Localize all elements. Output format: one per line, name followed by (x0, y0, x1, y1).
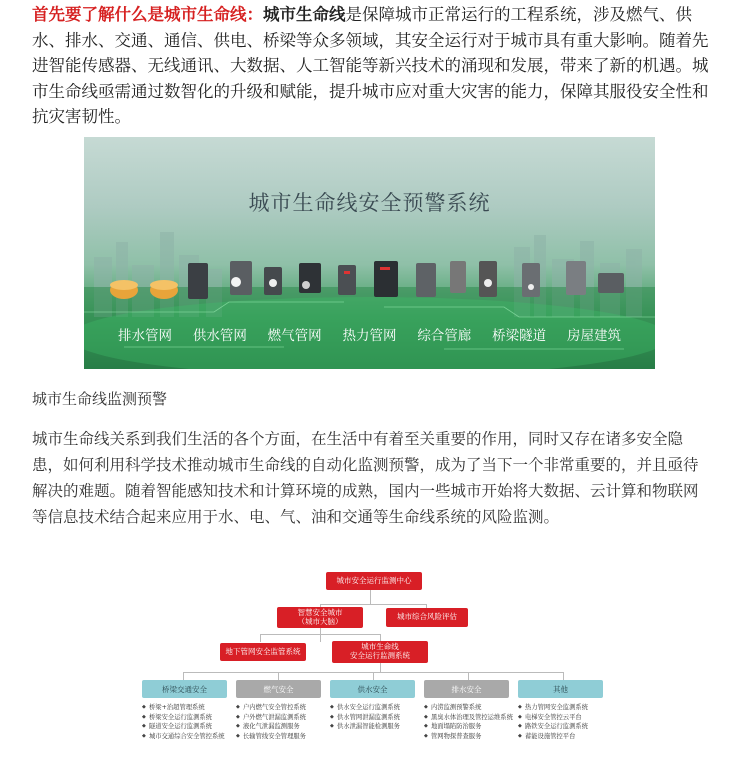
body-paragraph: 城市生命线关系到我们生活的各个方面，在生活中有着至关重要的作用，同时又存在诸多安全隐患，如何利用科学技术推动城市生命线的自动化监测预警，成为了当下一个非常重要的，并且亟待解决的难题。随着智能感知技术和计算环境的成熟，国内一些城市开始将大数据、云计算和物联网等信息技术结合起来应用于水、电、气、油和交通等生命线系统的风险监测。 (32, 430, 699, 526)
lifeline-banner-image (84, 137, 655, 369)
intro-term: 城市生命线 (263, 5, 346, 24)
org-column-list-water (330, 703, 426, 732)
list-item: ◆ 路铁安全运行监测系统 (518, 722, 614, 732)
org-column-list-drainage (424, 703, 520, 741)
list-item: ◆ 户内燃气安全管控系统 (236, 703, 332, 713)
org-column-list-bridge (142, 703, 238, 741)
list-item: ◆ 黑臭水体治理及管控运维系统 (424, 713, 520, 723)
list-item: ◆ 蓄能设施管控平台 (518, 732, 614, 742)
banner-title: 城市生命线安全预警系统 (248, 191, 491, 215)
list-item: ◆ 桥梁安全运行监测系统 (142, 713, 238, 723)
category-water-supply: 供水管网 (192, 328, 247, 344)
intro-text: 是保障城市正常运行的工程系统，涉及燃气、供水、排水、交通、通信、供电、桥梁等众多领域，其安全运行对于城市具有重大影响。随着先进智能传感器、无线通讯、大数据、人工智能等新兴技术的涌现和发展，带来了新的机遇。城市生命线亟需通过数智化的升级和赋能，提升城市应对重大灾害的能力，保障其服役安全性和抗灾害韧性。 (32, 5, 709, 126)
org-column-title-gas: 燃气安全 (236, 680, 321, 698)
list-item: ◆ 管网物探普查服务 (424, 732, 520, 742)
list-item: ◆ 供水泄漏智能检测服务 (330, 722, 426, 732)
category-drainage: 排水管网 (118, 328, 172, 344)
org-monitoring-center: 城市安全运行监测中心 (326, 572, 422, 590)
org-lifeline-system (332, 641, 428, 663)
org-underground-pipe: 地下管网安全监管系统 (220, 643, 306, 661)
org-column-title-water: 供水安全 (330, 680, 415, 698)
list-item: ◆ 长输管线安全管理服务 (236, 732, 332, 742)
org-smart-city (277, 607, 363, 628)
list-item: ◆ 地面塌陷防治服务 (424, 722, 520, 732)
org-column-title-bridge: 桥梁交通安全 (142, 680, 227, 698)
list-item: ◆ 液化气泄漏监测服务 (236, 722, 332, 732)
list-item: ◆ 热力管网安全监测系统 (518, 703, 614, 713)
list-item: ◆ 电梯安全管控云平台 (518, 713, 614, 723)
list-item: ◆ 供水管网泄漏监测系统 (330, 713, 426, 723)
org-smart-city-line2: （城市大脑） (297, 616, 343, 626)
org-smart-city-line1: 智慧安全城市 (297, 607, 343, 617)
org-column-title-drainage: 排水安全 (424, 680, 509, 698)
category-gas: 燃气管网 (267, 328, 322, 344)
org-risk-assessment: 城市综合风险评估 (386, 608, 468, 627)
category-utility-tunnel: 综合管廊 (417, 328, 472, 344)
org-column-list-gas (236, 703, 332, 741)
org-column-title-other: 其他 (518, 680, 603, 698)
org-chart (140, 570, 602, 766)
intro-lead: 首先要了解什么是城市生命线： (32, 5, 263, 24)
list-item: ◆ 隧道安全运行监测系统 (142, 722, 238, 732)
list-item: ◆ 桥梁+治超管理系统 (142, 703, 238, 713)
list-item: ◆ 内涝监测预警系统 (424, 703, 520, 713)
list-item: ◆ 供水安全运行监测系统 (330, 703, 426, 713)
banner-categories (114, 324, 625, 344)
org-column-list-other (518, 703, 614, 741)
image-caption: 城市生命线监测预警 (32, 390, 168, 408)
org-lifeline-line1: 城市生命线 (361, 642, 399, 652)
list-item: ◆ 户外燃气泄漏监测系统 (236, 713, 332, 723)
org-lifeline-line2: 安全运行监测系统 (350, 651, 410, 660)
list-item: ◆ 城市交通综合安全管控系统 (142, 732, 238, 742)
intro-paragraph (32, 2, 712, 130)
category-bridge-tunnel: 桥梁隧道 (492, 328, 547, 344)
category-heating: 热力管网 (342, 328, 397, 344)
category-buildings: 房屋建筑 (566, 328, 621, 344)
